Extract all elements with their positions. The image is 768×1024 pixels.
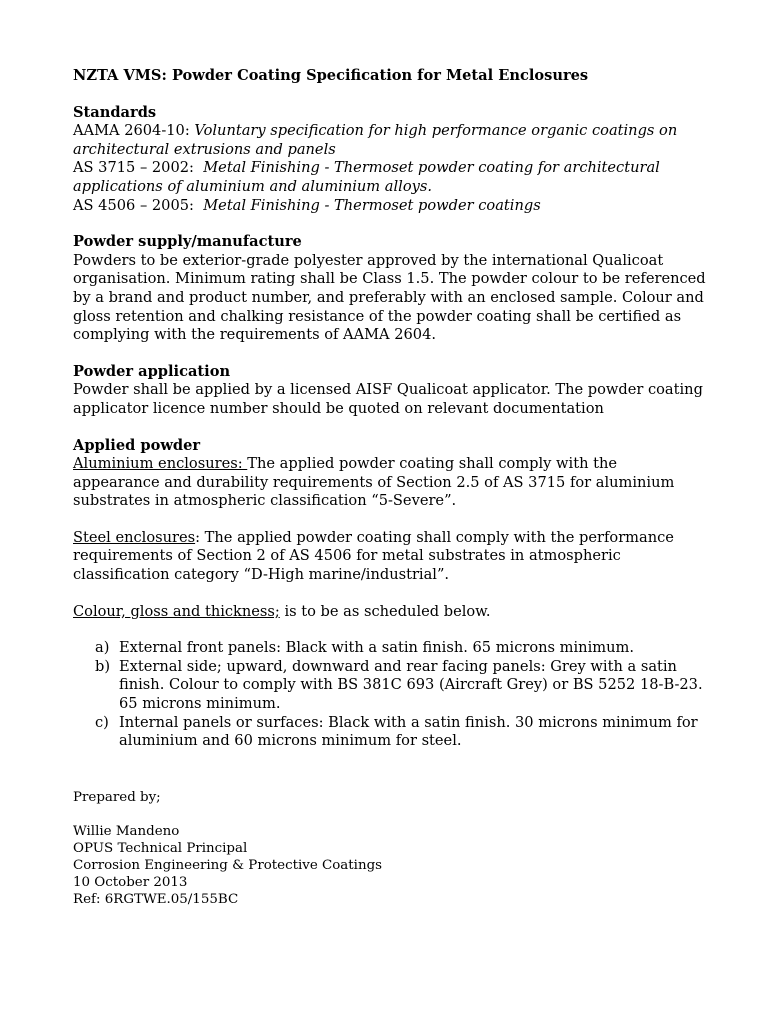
aluminium-label: Aluminium enclosures:	[73, 455, 248, 473]
supply-section	[73, 233, 708, 345]
prepared-label: Prepared by;	[73, 789, 161, 805]
prepared-by-block	[73, 789, 708, 908]
standard-description: Metal Finishing - Thermoset powder coating for architectural applications of aluminium and aluminium alloys.	[73, 159, 660, 195]
list-item	[95, 713, 708, 751]
list-marker: c)	[95, 713, 109, 731]
standard-item	[73, 122, 708, 159]
standard-item	[73, 159, 708, 196]
document-date: 10 October 2013	[73, 874, 188, 890]
standards-section	[73, 104, 708, 216]
standard-item	[73, 197, 708, 216]
aluminium-text: The applied powder coating shall comply with the appearance and durability requirements of Section 2.5 of AS 3715 for aluminium substrates in atmospheric classification “5-Severe”.	[73, 455, 675, 510]
author-department: Corrosion Engineering & Protective Coatings	[73, 857, 383, 873]
steel-text: : The applied powder coating shall comply with the performance requirements of Section 2 of AS 4506 for metal substrates in atmospheric classification category “D-High marine/industrial”.	[73, 528, 674, 584]
document-title: NZTA VMS: Powder Coating Specification for Metal Enclosures	[73, 67, 589, 84]
aluminium-paragraph	[73, 455, 708, 511]
steel-paragraph	[73, 529, 708, 585]
author-name: Willie Mandeno	[73, 823, 180, 839]
colour-label: Colour, gloss and thickness;	[73, 602, 280, 620]
schedule-list	[73, 639, 708, 751]
applied-heading: Applied powder	[73, 436, 201, 454]
list-item-text: External side; upward, downward and rear facing panels: Grey with a satin finish. Colour to comply with BS 381C 693 (Aircraft Grey) or BS 5252 18-B-23. 65 microns minimum.	[119, 657, 703, 713]
application-section	[73, 363, 708, 419]
supply-heading: Powder supply/manufacture	[73, 233, 302, 251]
steel-label: Steel enclosures	[73, 528, 196, 546]
standard-code: AS 4506 – 2005:	[73, 196, 194, 214]
applied-section	[73, 437, 708, 511]
standards-heading: Standards	[73, 103, 157, 121]
standard-code: AAMA 2604-10:	[73, 122, 190, 140]
steel-section	[73, 529, 708, 585]
colour-section	[73, 603, 708, 622]
application-heading: Powder application	[73, 362, 231, 380]
author-role: OPUS Technical Principal	[73, 840, 248, 856]
application-body: Powder shall be applied by a licensed AISF Qualicoat applicator. The powder coating applicator licence number should be quoted on relevant documentation	[73, 381, 703, 417]
list-item	[95, 639, 708, 658]
list-marker: a)	[95, 639, 110, 657]
document-reference: Ref: 6RGTWE.05/155BC	[73, 891, 239, 907]
list-item	[95, 657, 708, 714]
standard-code: AS 3715 – 2002:	[73, 159, 194, 177]
list-marker: b)	[95, 657, 111, 675]
list-item-text: External front panels: Black with a satin finish. 65 microns minimum.	[119, 639, 634, 657]
supply-body: Powders to be exterior-grade polyester approved by the international Qualicoat organisation. Minimum rating shall be Class 1.5. The powder colour to be referenced by a brand and product number, and preferably with an enclosed sample. Colour and gloss retention and chalking resistance of the powder coating shall be certified as complying with the requirements of AAMA 2604.	[73, 251, 706, 344]
colour-paragraph	[73, 603, 708, 622]
colour-text: is to be as scheduled below.	[279, 602, 491, 620]
standard-description: Metal Finishing - Thermoset powder coatings	[203, 196, 541, 214]
list-item-text: Internal panels or surfaces: Black with a satin finish. 30 microns minimum for aluminium and 60 microns minimum for steel.	[119, 713, 698, 750]
standard-description: Voluntary specification for high performance organic coatings on architectural extrusions and panels	[73, 122, 678, 158]
